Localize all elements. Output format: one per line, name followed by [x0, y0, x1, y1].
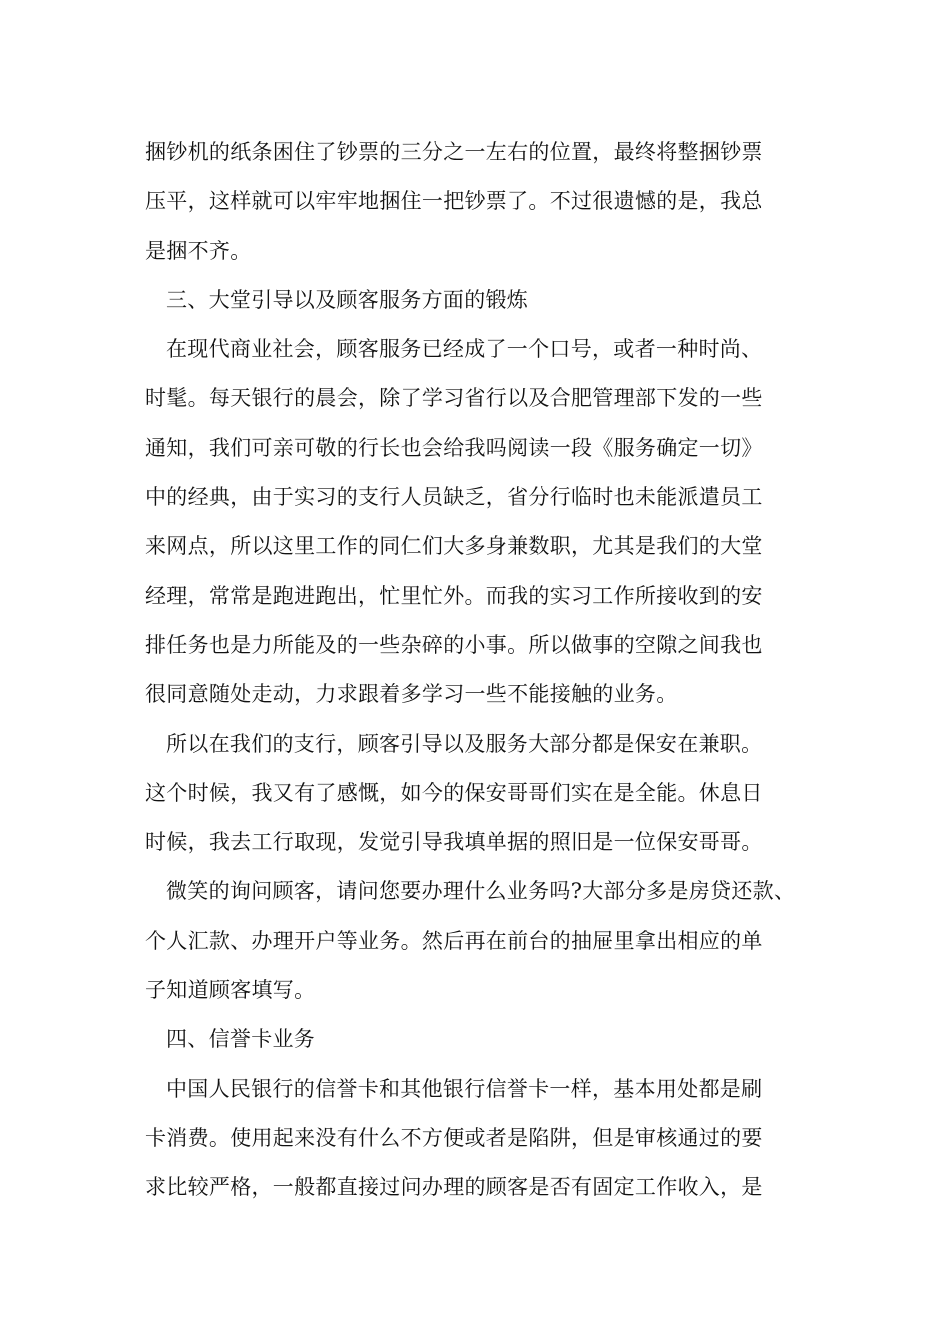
- body-text: [145, 128, 825, 1213]
- text-line: 时髦。每天银行的晨会，除了学习省行以及合肥管理部下发的一些: [145, 386, 763, 411]
- text-line: 来网点，所以这里工作的同仁们大多身兼数职，尤其是我们的大堂: [145, 534, 763, 559]
- text-line: 求比较严格，一般都直接过问办理的顾客是否有固定工作收入，是: [145, 1175, 763, 1200]
- text-line: 个人汇款、办理开户等业务。然后再在前台的抽屉里拿出相应的单: [145, 928, 763, 953]
- text-line: 时候，我去工行取现，发觉引导我填单据的照旧是一位保安哥哥。: [145, 830, 763, 855]
- paragraph-start: 所以在我们的支行，顾客引导以及服务大部分都是保安在兼职。: [166, 731, 763, 756]
- text-line: 排任务也是力所能及的一些杂碎的小事。所以做事的空隙之间我也: [145, 632, 763, 657]
- paragraph-start: 在现代商业社会，顾客服务已经成了一个口号，或者一种时尚、: [166, 337, 763, 362]
- text-line: 通知，我们可亲可敬的行长也会给我吗阅读一段《服务确定一切》: [145, 435, 763, 460]
- text-line: 这个时候，我又有了感慨，如今的保安哥哥们实在是全能。休息日: [145, 780, 763, 805]
- text-line: 捆钞机的纸条困住了钞票的三分之一左右的位置，最终将整捆钞票: [145, 140, 763, 164]
- text-line: 很同意随处走动，力求跟着多学习一些不能接触的业务。: [145, 682, 678, 707]
- section-heading: 四、信誉卡业务: [166, 1027, 316, 1052]
- section-heading: 三、大堂引导以及顾客服务方面的锻炼: [166, 287, 529, 312]
- text-line: 卡消费。使用起来没有什么不方便或者是陷阱，但是审核通过的要: [145, 1125, 763, 1150]
- text-line: 经理，常常是跑进跑出，忙里忙外。而我的实习工作所接收到的安: [145, 583, 763, 608]
- text-line: 中的经典，由于实习的支行人员缺乏，省分行临时也未能派遣员工: [145, 485, 763, 510]
- text-line: 压平，这样就可以牢牢地捆住一把钞票了。不过很遗憾的是，我总: [145, 189, 763, 214]
- text-line: 是捆不齐。: [145, 238, 252, 263]
- paragraph-start: 中国人民银行的信誉卡和其他银行信誉卡一样，基本用处都是刷: [166, 1076, 763, 1101]
- paragraph-start: 微笑的询问顾客，请问您要办理什么业务吗?大部分多是房贷还款、: [166, 879, 796, 904]
- text-line: 子知道顾客填写。: [145, 978, 316, 1003]
